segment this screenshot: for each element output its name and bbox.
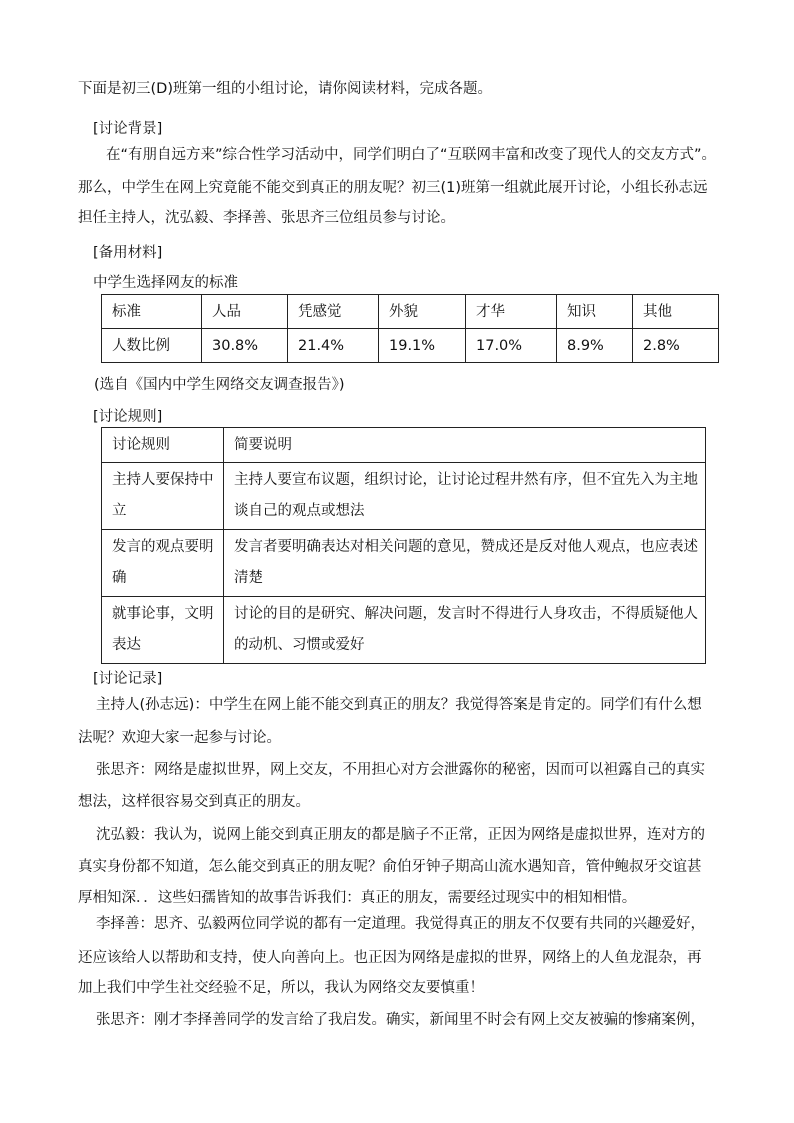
standards-header-cell: 知识 — [557, 295, 633, 329]
standards-table-title: 中学生选择网友的标准 — [93, 275, 238, 291]
standards-value-cell: 人数比例 — [102, 329, 202, 363]
record-line: 李择善：思齐、弘毅两位同学说的都有一定道理。我觉得真正的朋友不仅要有共同的兴趣爱好， — [96, 916, 705, 932]
standards-header-cell: 凭感觉 — [288, 295, 379, 329]
background-paragraph-line: 担任主持人，沈弘毅、李择善、张思齐三位组员参与讨论。 — [78, 210, 455, 226]
rules-header-row — [102, 428, 706, 463]
record-line: 想法，这样很容易交到真正的朋友。 — [78, 794, 310, 810]
standards-table — [101, 294, 719, 363]
rules-label: [讨论规则] — [93, 409, 163, 425]
standards-header-cell: 外貌 — [379, 295, 466, 329]
rules-header-cell: 讨论规则 — [102, 428, 224, 463]
record-line: 沈弘毅：我认为，说网上能交到真正朋友的都是脑子不正常，正因为网络是虚拟世界，连对方的 — [96, 827, 705, 843]
rules-rule-cell: 就事论事，文明表达 — [102, 597, 224, 664]
rules-desc-cell: 主持人要宣布议题，组织讨论，让讨论过程井然有序，但不宜先入为主地谈自己的观点或想法 — [224, 463, 706, 530]
materials-label: [备用材料] — [93, 245, 163, 261]
standards-table-source: (选自《国内中学生网络交友调查报告》) — [94, 377, 345, 393]
record-line: 法呢？欢迎大家一起参与讨论。 — [78, 730, 281, 746]
standards-header-row — [102, 295, 719, 329]
standards-value-cell: 8.9% — [557, 329, 633, 363]
rules-desc-cell: 发言者要明确表达对相关问题的意见，赞成还是反对他人观点，也应表述清楚 — [224, 530, 706, 597]
rules-rule-cell: 发言的观点要明确 — [102, 530, 224, 597]
standards-value-cell: 19.1% — [379, 329, 466, 363]
standards-value-cell: 17.0% — [466, 329, 557, 363]
standards-value-cell: 2.8% — [633, 329, 719, 363]
record-line: 张思齐：刚才李择善同学的发言给了我启发。确实，新闻里不时会有网上交友被骗的惨痛案例， — [96, 1012, 705, 1028]
background-paragraph-line: 那么，中学生在网上究竟能不能交到真正的朋友呢？初三(1)班第一组就此展开讨论，小组长孙志远 — [78, 180, 708, 196]
standards-header-cell: 才华 — [466, 295, 557, 329]
standards-header-cell: 标准 — [102, 295, 202, 329]
record-label: [讨论记录] — [93, 671, 163, 687]
rules-row — [102, 463, 706, 530]
background-paragraph-line: 在“有朋自远方来”综合性学习活动中，同学们明白了“互联网丰富和改变了现代人的交友方式”。 — [106, 147, 717, 163]
rules-table — [101, 427, 706, 664]
standards-value-cell: 21.4% — [288, 329, 379, 363]
standards-header-cell: 其他 — [633, 295, 719, 329]
background-label: [讨论背景] — [93, 121, 163, 137]
standards-value-cell: 30.8% — [202, 329, 288, 363]
rules-rule-cell: 主持人要保持中立 — [102, 463, 224, 530]
intro-text: 下面是初三(D)班第一组的小组讨论，请你阅读材料，完成各题。 — [78, 81, 492, 97]
record-line: 主持人(孙志远)：中学生在网上能不能交到真正的朋友？我觉得答案是肯定的。同学们有什么想 — [96, 697, 702, 713]
rules-header-cell: 简要说明 — [224, 428, 706, 463]
record-line: 还应该给人以帮助和支持，使人向善向上。也正因为网络是虚拟的世界，网络上的人鱼龙混杂，再 — [78, 950, 702, 966]
record-line: 厚相知深．．这些妇孺皆知的故事告诉我们：真正的朋友，需要经过现实中的相知相惜。 — [78, 890, 637, 906]
rules-desc-cell: 讨论的目的是研究、解决问题，发言时不得进行人身攻击，不得质疑他人的动机、习惯或爱好 — [224, 597, 706, 664]
standards-header-cell: 人品 — [202, 295, 288, 329]
rules-row — [102, 530, 706, 597]
rules-row — [102, 597, 706, 664]
record-line: 张思齐：网络是虚拟世界，网上交友，不用担心对方会泄露你的秘密，因而可以袒露自己的真实 — [96, 762, 705, 778]
record-line: 真实身份都不知道，怎么能交到真正的朋友呢？俞伯牙钟子期高山流水遇知音，管仲鲍叔牙交谊甚 — [78, 859, 702, 875]
standards-value-row — [102, 329, 719, 363]
record-line: 加上我们中学生社交经验不足，所以，我认为网络交友要慎重！ — [78, 980, 484, 996]
